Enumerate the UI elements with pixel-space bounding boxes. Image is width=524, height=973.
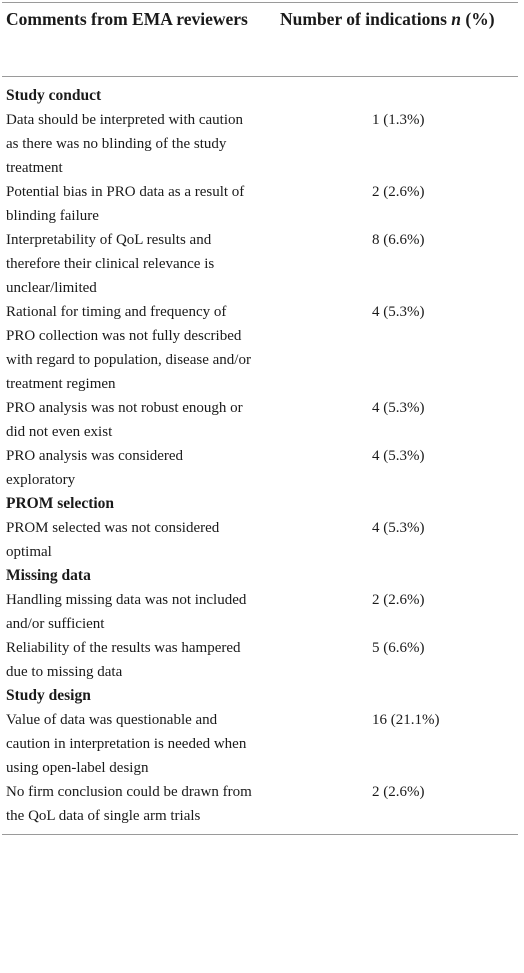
comment-cell: Handling missing data was not included and/or sufficient: [6, 592, 247, 632]
section-heading: PROM selection: [6, 495, 115, 512]
table-row: [2, 708, 518, 780]
section-heading: Study design: [6, 687, 91, 704]
comment-cell: Reliability of the results was hampered due to missing data: [6, 640, 241, 680]
comment-cell: Rational for timing and frequency of PRO collection was not fully described with regard to population, disease and/or treatment regimen: [6, 304, 251, 392]
table-row: [2, 636, 518, 684]
header-indications: [280, 7, 518, 76]
table-row: [2, 228, 518, 300]
comments-table: [2, 2, 518, 835]
comment-cell: Potential bias in PRO data as a result of blinding failure: [6, 184, 245, 224]
table-header: [2, 3, 518, 76]
section-heading: Missing data: [6, 567, 91, 584]
table-row: [2, 444, 518, 492]
comment-cell: Data should be interpreted with caution as there was no blinding of the study treatment: [6, 112, 244, 176]
indications-cell: 4 (5.3%): [372, 400, 425, 416]
indications-cell: 5 (6.6%): [372, 640, 425, 656]
comment-cell: PRO analysis was considered exploratory: [6, 448, 184, 488]
comment-cell: Value of data was questionable and caution in interpretation is needed when using open-label design: [6, 712, 247, 776]
indications-cell: 2 (2.6%): [372, 184, 425, 200]
comment-cell: PROM selected was not considered optimal: [6, 520, 220, 560]
header-comments: Comments from EMA reviewers: [6, 9, 248, 29]
indications-cell: 1 (1.3%): [372, 112, 425, 128]
header-percent-label: (%): [461, 9, 495, 29]
table-row: [2, 396, 518, 444]
indications-cell: 2 (2.6%): [372, 592, 425, 608]
indications-cell: 4 (5.3%): [372, 520, 425, 536]
comment-cell: PRO analysis was not robust enough or did not even exist: [6, 400, 243, 440]
comment-cell: Interpretability of QoL results and therefore their clinical relevance is unclear/limited: [6, 232, 215, 296]
table-body: [2, 77, 518, 828]
table-bottom-rule: [2, 834, 518, 835]
indications-cell: 4 (5.3%): [372, 448, 425, 464]
table-row: [2, 180, 518, 228]
table-row: [2, 516, 518, 564]
section-heading: Study conduct: [6, 87, 102, 104]
table-row: [2, 780, 518, 828]
indications-cell: 16 (21.1%): [372, 712, 440, 728]
indications-cell: 8 (6.6%): [372, 232, 425, 248]
indications-cell: 2 (2.6%): [372, 784, 425, 800]
header-n-symbol: n: [451, 9, 462, 29]
table-row: [2, 300, 518, 396]
table-row: [2, 588, 518, 636]
table-row: [2, 108, 518, 180]
comment-cell: No firm conclusion could be drawn from the QoL data of single arm trials: [6, 784, 252, 824]
header-indications-label: Number of indications: [280, 9, 452, 29]
indications-cell: 4 (5.3%): [372, 304, 425, 320]
